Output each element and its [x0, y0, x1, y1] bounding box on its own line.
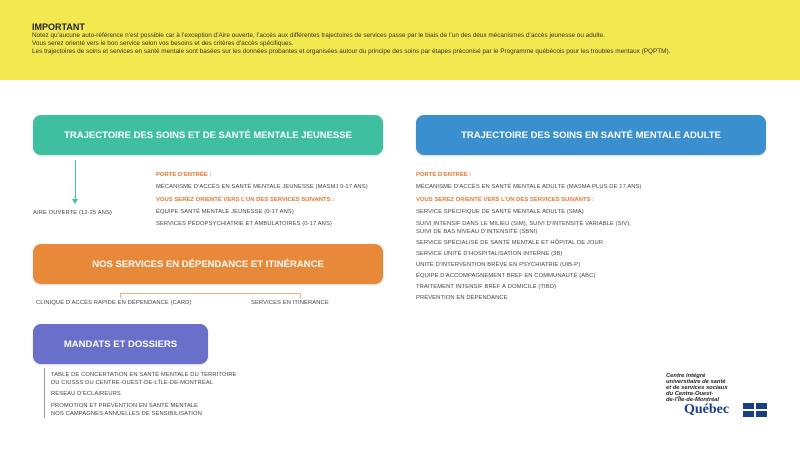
- dependance-connector-line: [120, 293, 300, 294]
- mandats-item: TABLE DE CONCERTATION EN SANTÉ MENTALE DU TERRITOIRE: [51, 372, 237, 378]
- adulte-porte-value: MÉCANISME D’ACCÈS EN SANTÉ MENTALE ADULTE (MASMA PLUS DE 17 ANS): [416, 184, 642, 190]
- jeunesse-title: TRAJECTOIRE DES SOINS ET DE SANTÉ MENTALE JEUNESSE: [64, 129, 352, 141]
- adulte-service-item: SUIVI INTENSIF DANS LE MILIEU (SIM), SUIVI D’INTENSITÉ VARIABLE (SIV),: [416, 221, 631, 227]
- jeunesse-service-item: ÉQUIPE SANTÉ MENTALE JEUNESSE (0-17 ANS): [156, 209, 294, 215]
- banner-line-3: Les trajectoires de soins et services en santé mentale sont basées sur les données probantes et organisées autour du principe des soins par étapes préconisé par le Programme québécois pour les troubles mentaux (PQPTM).: [32, 48, 671, 55]
- itinerance-label: SERVICES EN ITINÉRANCE: [251, 300, 329, 306]
- jeunesse-service-item: SERVICES PÉDOPSYCHIATRIE ET AMBULATOIRES (0-17 ANS): [156, 221, 332, 227]
- dependance-title: NOS SERVICES EN DÉPENDANCE ET ITINÉRANCE: [92, 258, 324, 270]
- adulte-porte-label: PORTE D’ENTRÉE :: [416, 172, 472, 178]
- logo-line: de-l’Île-de-Montréal: [666, 397, 720, 403]
- important-banner: [0, 0, 800, 80]
- mandats-item: RÉSEAU D’ÉCLAIREURS: [51, 391, 121, 397]
- jeunesse-oriente-label: VOUS SEREZ ORIENTÉ VERS L’UN DES SERVICES SUIVANTS :: [156, 197, 335, 203]
- quebec-wordmark: Québec: [684, 402, 730, 417]
- logo-line: et de services sociaux: [666, 385, 728, 391]
- mandats-connector-line: [44, 368, 45, 418]
- adulte-service-item: SERVICE SPÉCIALISÉ DE SANTÉ MENTALE ET HÔPITAL DE JOUR: [416, 240, 604, 246]
- logo-line: du Centre-Ouest-: [666, 391, 714, 397]
- jeunesse-porte-value: MÉCANISME D’ACCÈS EN SANTÉ MENTALE JEUNESSE (MASMJ 0-17 ANS): [156, 184, 368, 190]
- dependance-connector-right: [300, 293, 301, 298]
- banner-line-1: Notez qu’aucune auto-référence n’est possible car à l’exception d’Aire ouverte, l’accès aux différentes trajectoires de services passe par le biais de l’un des deux mécanismes d’accès jeunesse ou adulte.: [32, 32, 605, 39]
- jeunesse-porte-label: PORTE D’ENTRÉE :: [156, 172, 212, 178]
- aire-ouverte-label: AIRE OUVERTE (12-25 ANS): [33, 210, 112, 216]
- adulte-oriente-label: VOUS SEREZ ORIENTÉ VERS L’UN DES SERVICES SUIVANTS :: [416, 197, 595, 203]
- banner-line-2: Vous serez orienté vers le bon service selon vos besoins et des critères d’accès spécifiques.: [32, 40, 294, 47]
- mandats-title: MANDATS ET DOSSIERS: [63, 338, 178, 350]
- adulte-service-item: SERVICE UNITÉ D’HOSPITALISATION INTERNE (3B): [416, 251, 563, 257]
- adulte-service-item: PRÉVENTION EN DÉPENDANCE: [416, 295, 508, 301]
- adulte-service-item: TRAITEMENT INTENSIF BREF À DOMICILE (TIBD): [416, 284, 557, 290]
- mandats-item: NOS CAMPAGNES ANNUELLES DE SENSIBILISATION: [51, 411, 202, 417]
- adulte-service-item: UNITÉ D’INTERVENTION BRÈVE EN PSYCHIATRIE (UIB-P): [416, 262, 581, 268]
- arrow-down-icon: [72, 199, 78, 204]
- mandats-item: PROMOTION ET PRÉVENTION EN SANTÉ MENTALE: [51, 403, 199, 409]
- quebec-flag-icon: [743, 403, 767, 417]
- adulte-service-item: ÉQUIPE D’ACCOMPAGNEMENT BREF EN COMMUNAUTÉ (ABC): [416, 273, 596, 279]
- banner-title: IMPORTANT: [32, 22, 85, 32]
- logo-line: Centre intégré: [666, 373, 706, 379]
- jeunesse-connector-line: [75, 160, 76, 200]
- logo-line: universitaire de santé: [666, 379, 726, 385]
- adulte-title: TRAJECTOIRE DES SOINS EN SANTÉ MENTALE ADULTE: [461, 129, 721, 141]
- adulte-service-item: SERVICE SPÉCIFIQUE DE SANTÉ MENTALE ADULTE (SMA): [416, 209, 584, 215]
- dependance-button[interactable]: [33, 244, 383, 284]
- dependance-connector-left: [120, 293, 121, 298]
- jeunesse-trajectory-button[interactable]: [33, 115, 383, 155]
- card-clinic-label: CLINIQUE D’ACCÈS RAPIDE EN DÉPENDANCE (CARD): [36, 300, 192, 306]
- adulte-service-item: SUIVI DE BAS NIVEAU D’INTENSITÉ (SBNI): [416, 229, 538, 235]
- mandats-item: DU CIUSSS DU CENTRE-OUEST-DE-L’ÎLE-DE-MONTRÉAL: [51, 380, 214, 386]
- adulte-trajectory-button[interactable]: [416, 115, 766, 155]
- mandats-button[interactable]: [33, 324, 208, 364]
